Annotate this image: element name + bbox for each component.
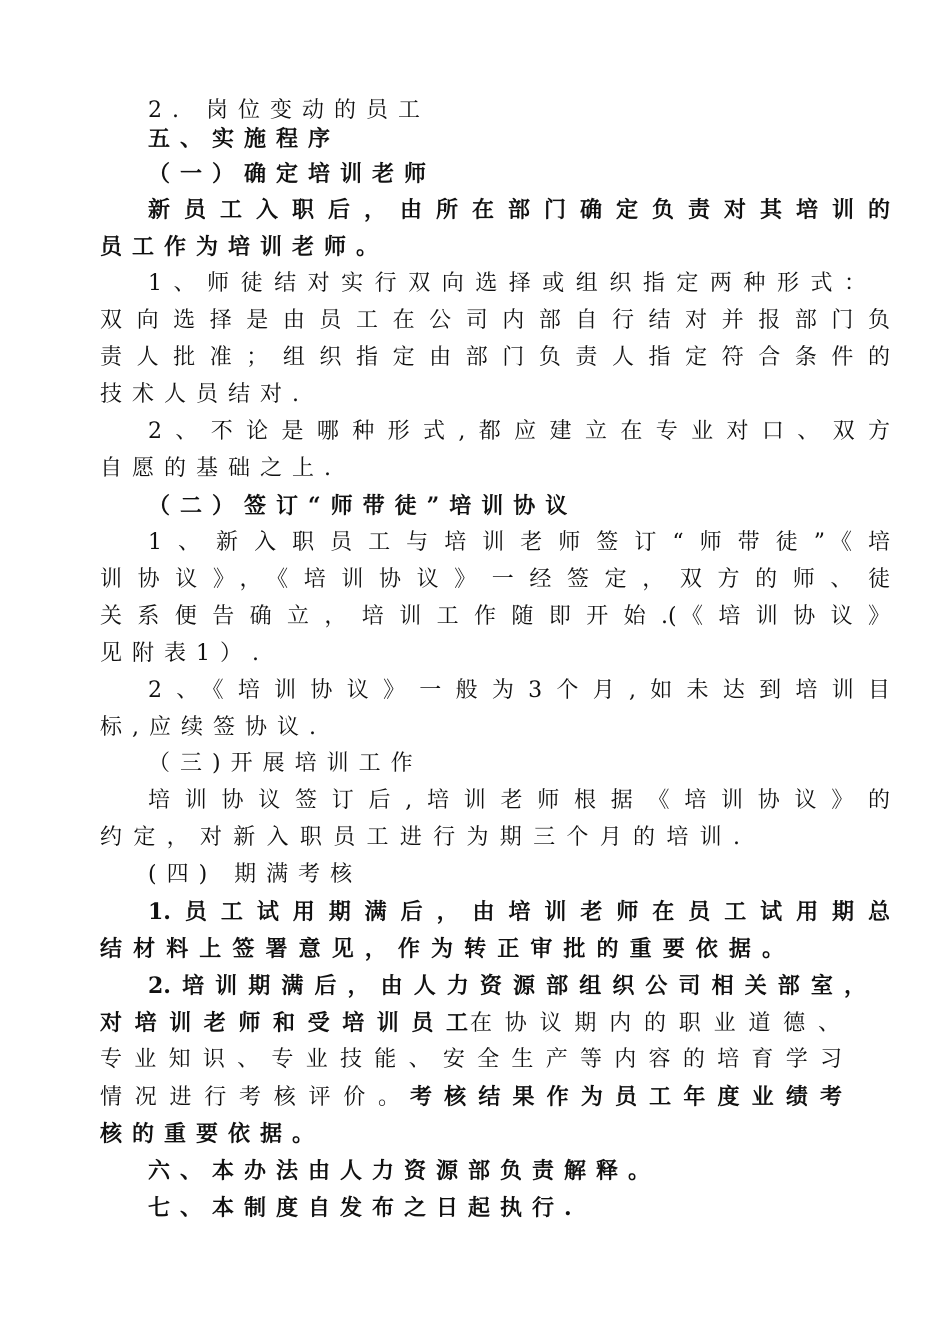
- paragraph-line: 约定，对新入职员工进行为期三个月的培训.: [100, 825, 740, 850]
- paragraph-line: 1.员工试用期满后，由培训老师在员工试用期总: [148, 899, 890, 925]
- paragraph-line: 2、不论是哪种形式,都应建立在专业对口、双方: [148, 419, 890, 444]
- subsection-3-heading: （三)开展培训工作: [148, 751, 423, 776]
- bold-segment: 考核结果作为员工年度业绩考: [410, 1084, 842, 1110]
- paragraph-line: 2.培训期满后，由人力资源部组织公司相关部室，: [148, 973, 866, 999]
- section-6-line: 六、本办法由人力资源部负责解释。: [148, 1158, 661, 1184]
- paragraph-line: 双向选择是由员工在公司内部自行结对并报部门负: [100, 308, 890, 333]
- paragraph-line: 新员工入职后，由所在部门确定负责对其培训的: [148, 197, 890, 223]
- paragraph-line: 员工作为培训老师。: [100, 234, 389, 260]
- paragraph-line: 1、师徒结对实行双向选择或组织指定两种形式：: [148, 271, 866, 296]
- paragraph-line: 培训协议签订后,培训老师根据《培训协议》的: [148, 788, 890, 813]
- list-item-2-job-change: 2. 岗位变动的员工: [148, 98, 430, 123]
- paragraph-line: 标,应续签协议.: [100, 715, 326, 740]
- subsection-2-heading: （二）签订“师带徒”培训协议: [148, 493, 578, 519]
- section-7-line: 七、本制度自发布之日起执行.: [148, 1195, 582, 1221]
- paragraph-line: 技术人员结对.: [100, 382, 309, 407]
- paragraph-line: 自愿的基础之上.: [100, 456, 341, 481]
- paragraph-line: 结材料上签署意见，作为转正审批的重要依据。: [100, 936, 784, 962]
- paragraph-line: 训协议》，《培训协议》一经签定，双方的师、徒: [100, 567, 890, 592]
- paragraph-line: 专业知识、专业技能、安全生产等内容的培育学习: [100, 1047, 842, 1072]
- paragraph-line-mixed: [100, 1083, 842, 1112]
- normal-segment: 情况进行考核评价。: [100, 1085, 400, 1110]
- paragraph-line: 核的重要依据。: [100, 1121, 325, 1147]
- paragraph-line: 见附表1）.: [100, 641, 269, 666]
- paragraph-line: 1、新入职员工与培训老师签订“师带徒”《培: [148, 530, 890, 555]
- paragraph-line: 关系便告确立，培训工作随即开始.(《培训协议》: [100, 604, 890, 629]
- paragraph-line: 责人批准；组织指定由部门负责人指定符合条件的: [100, 345, 890, 370]
- subsection-1-heading: （一）确定培训老师: [148, 161, 437, 187]
- paragraph-line-mixed: [100, 1009, 842, 1038]
- bold-segment: 对培训老师和受培训员工: [100, 1010, 468, 1036]
- subsection-4-heading: (四) 期满考核: [148, 862, 363, 887]
- normal-segment: 在协议期内的职业道德、: [470, 1011, 840, 1036]
- paragraph-line: 2、《培训协议》一般为3个月,如未达到培训目: [148, 678, 890, 703]
- section-5-heading: 五、实施程序: [148, 126, 341, 152]
